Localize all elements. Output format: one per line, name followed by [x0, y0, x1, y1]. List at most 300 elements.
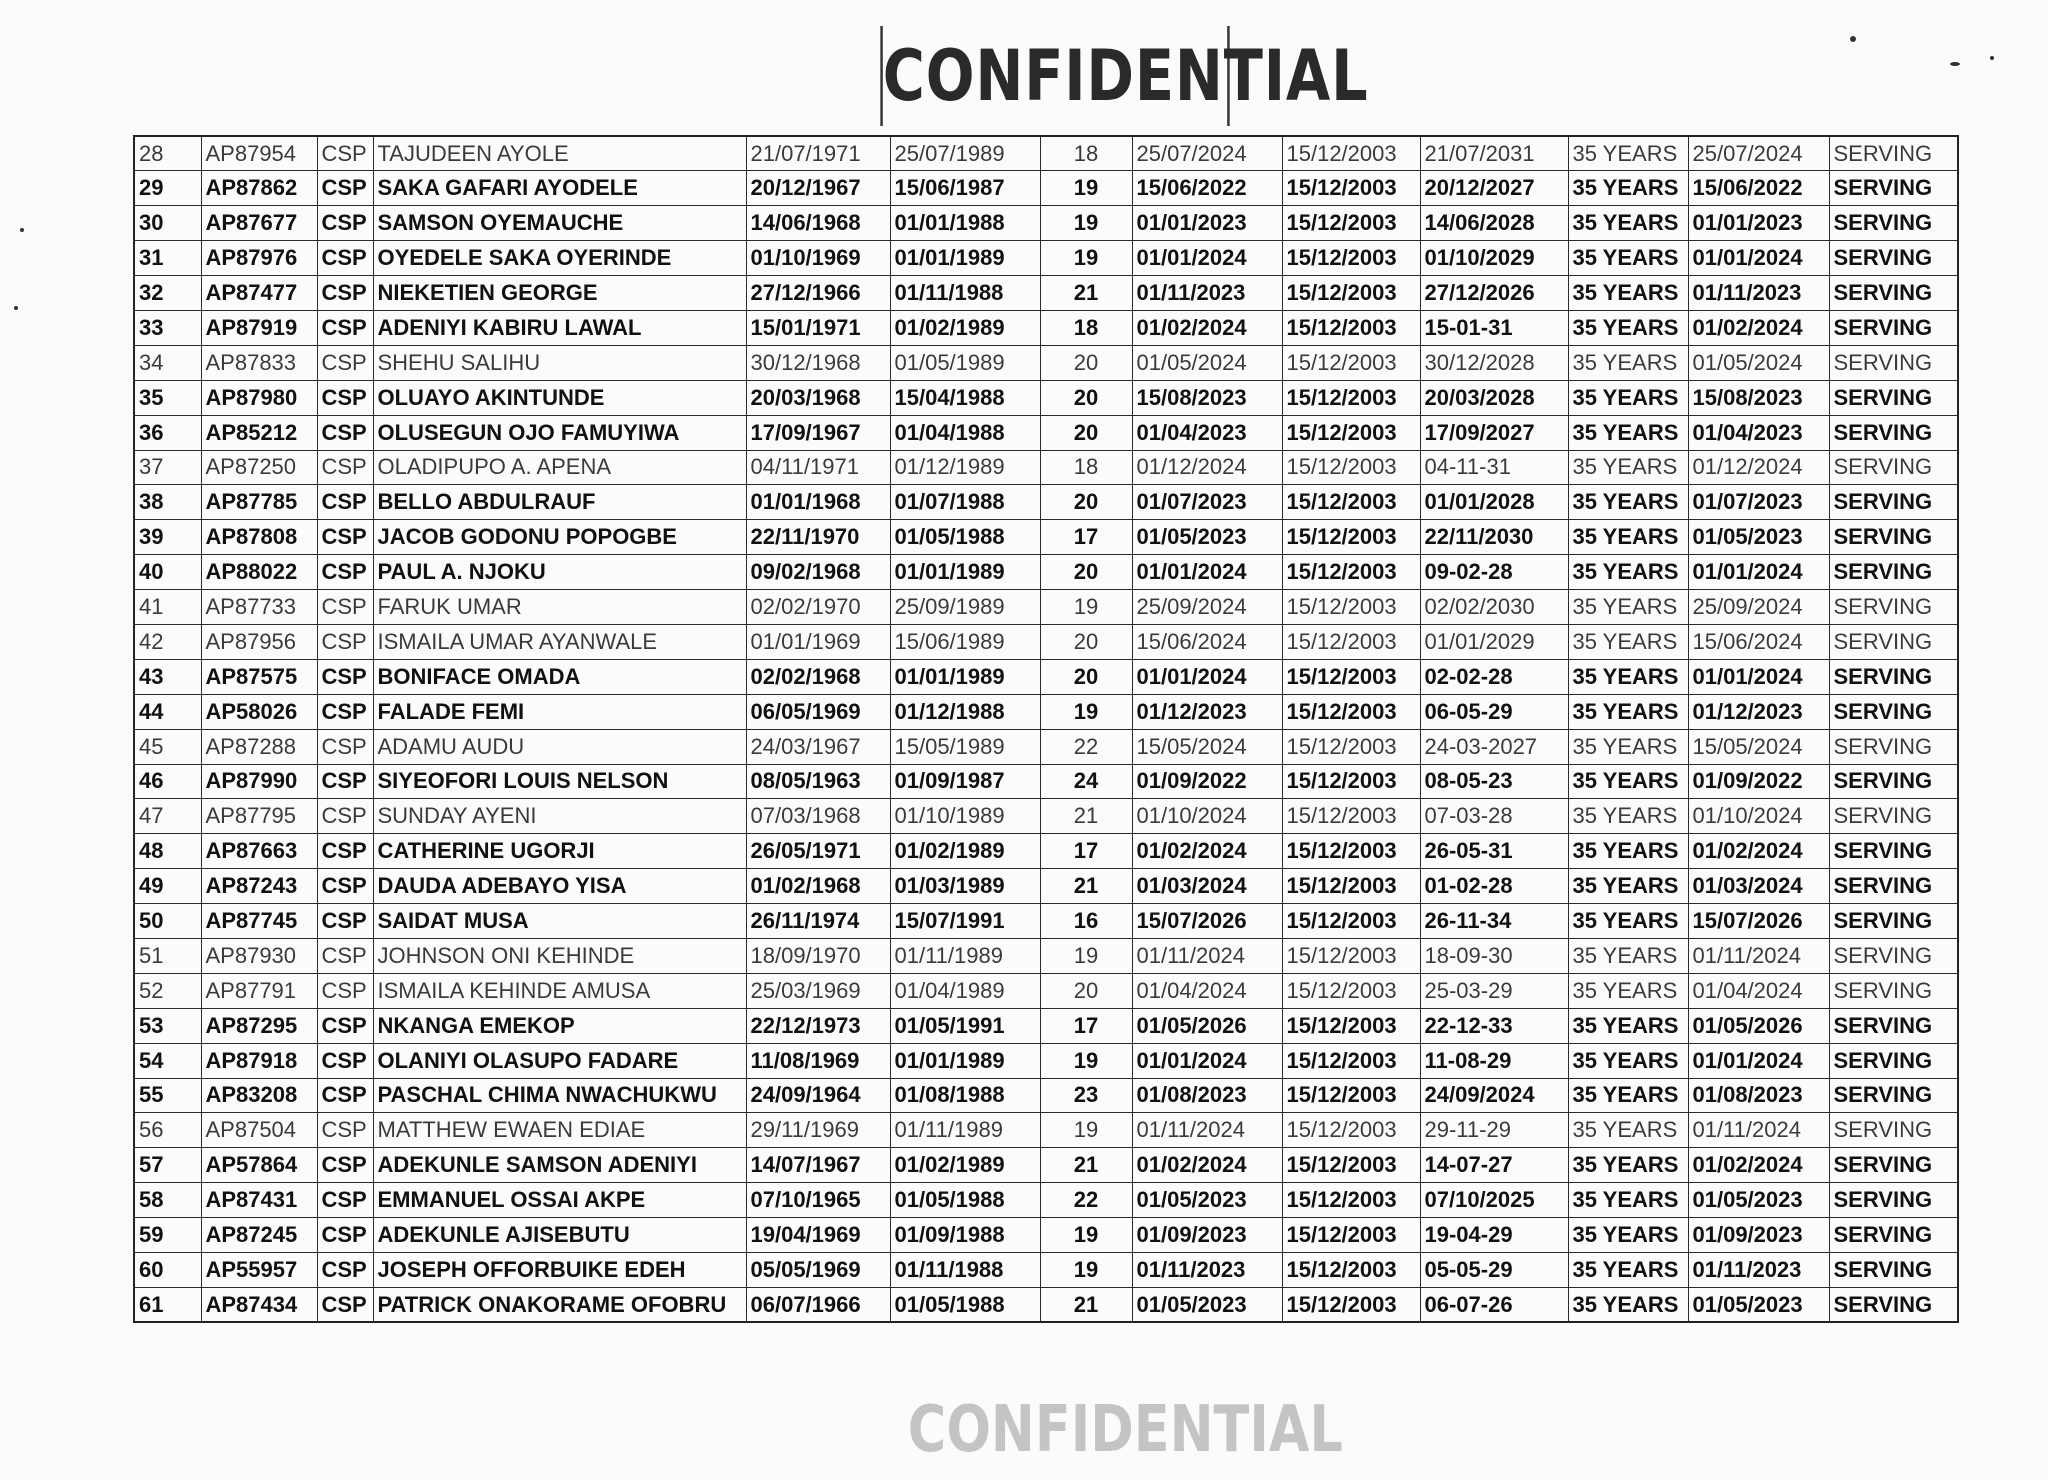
serial-number-cell: 48	[134, 834, 201, 869]
rank-cell: CSP	[317, 415, 373, 450]
age-at-entry-cell: 19	[1040, 241, 1132, 276]
date-cell-3: 24/09/2024	[1420, 1078, 1568, 1113]
ap-number-cell: AP87808	[201, 520, 317, 555]
table-body	[134, 136, 1958, 1322]
service-years-cell: 35 YEARS	[1568, 1287, 1688, 1322]
age-at-entry-cell: 20	[1040, 555, 1132, 590]
date-cell-1: 15/08/2023	[1132, 380, 1282, 415]
serial-number-cell: 37	[134, 450, 201, 485]
date-cell-1: 01/02/2024	[1132, 1148, 1282, 1183]
serial-number-cell: 52	[134, 973, 201, 1008]
date-of-birth-cell: 14/06/1968	[746, 206, 890, 241]
rank-cell: CSP	[317, 764, 373, 799]
date-cell-4: 01/01/2024	[1688, 241, 1829, 276]
age-at-entry-cell: 19	[1040, 1113, 1132, 1148]
name-cell: SIYEOFORI LOUIS NELSON	[373, 764, 746, 799]
service-years-cell: 35 YEARS	[1568, 345, 1688, 380]
rank-cell: CSP	[317, 834, 373, 869]
rank-cell: CSP	[317, 171, 373, 206]
rank-cell: CSP	[317, 450, 373, 485]
date-of-birth-cell: 01/01/1968	[746, 485, 890, 520]
date-of-birth-cell: 09/02/1968	[746, 555, 890, 590]
serial-number-cell: 43	[134, 659, 201, 694]
date-of-birth-cell: 20/12/1967	[746, 171, 890, 206]
name-cell: FALADE FEMI	[373, 694, 746, 729]
date-cell-2: 15/12/2003	[1282, 520, 1420, 555]
ap-number-cell: AP85212	[201, 415, 317, 450]
status-cell: SERVING	[1829, 938, 1958, 973]
date-cell-2: 15/12/2003	[1282, 555, 1420, 590]
date-cell-2: 15/12/2003	[1282, 659, 1420, 694]
date-cell-1: 15/05/2024	[1132, 729, 1282, 764]
table-row	[134, 1253, 1958, 1288]
date-cell-4: 15/05/2024	[1688, 729, 1829, 764]
serial-number-cell: 30	[134, 206, 201, 241]
confidential-stamp-top: CONFIDENTIAL	[880, 26, 1229, 126]
table-row	[134, 799, 1958, 834]
date-of-appointment-cell: 01/02/1989	[890, 310, 1040, 345]
date-cell-2: 15/12/2003	[1282, 1253, 1420, 1288]
serial-number-cell: 36	[134, 415, 201, 450]
scan-speck	[1950, 62, 1960, 66]
name-cell: ADEKUNLE SAMSON ADENIYI	[373, 1148, 746, 1183]
status-cell: SERVING	[1829, 694, 1958, 729]
date-of-appointment-cell: 01/03/1989	[890, 869, 1040, 904]
date-cell-1: 01/07/2023	[1132, 485, 1282, 520]
rank-cell: CSP	[317, 136, 373, 171]
date-cell-2: 15/12/2003	[1282, 415, 1420, 450]
date-cell-1: 01/11/2023	[1132, 1253, 1282, 1288]
date-of-appointment-cell: 01/09/1987	[890, 764, 1040, 799]
rank-cell: CSP	[317, 206, 373, 241]
date-cell-1: 15/06/2024	[1132, 624, 1282, 659]
status-cell: SERVING	[1829, 1183, 1958, 1218]
status-cell: SERVING	[1829, 764, 1958, 799]
serial-number-cell: 61	[134, 1287, 201, 1322]
service-years-cell: 35 YEARS	[1568, 659, 1688, 694]
date-cell-2: 15/12/2003	[1282, 799, 1420, 834]
name-cell: BELLO ABDULRAUF	[373, 485, 746, 520]
date-cell-4: 01/08/2023	[1688, 1078, 1829, 1113]
table-row	[134, 136, 1958, 171]
name-cell: CATHERINE UGORJI	[373, 834, 746, 869]
date-cell-2: 15/12/2003	[1282, 764, 1420, 799]
name-cell: OLUAYO AKINTUNDE	[373, 380, 746, 415]
date-cell-4: 01/02/2024	[1688, 1148, 1829, 1183]
date-cell-4: 01/09/2022	[1688, 764, 1829, 799]
date-of-birth-cell: 01/01/1969	[746, 624, 890, 659]
date-cell-2: 15/12/2003	[1282, 590, 1420, 625]
name-cell: JOHNSON ONI KEHINDE	[373, 938, 746, 973]
date-of-birth-cell: 22/11/1970	[746, 520, 890, 555]
name-cell: JOSEPH OFFORBUIKE EDEH	[373, 1253, 746, 1288]
date-of-appointment-cell: 15/06/1987	[890, 171, 1040, 206]
date-of-birth-cell: 25/03/1969	[746, 973, 890, 1008]
date-cell-4: 01/02/2024	[1688, 310, 1829, 345]
status-cell: SERVING	[1829, 1008, 1958, 1043]
date-cell-3: 01/01/2028	[1420, 485, 1568, 520]
serial-number-cell: 40	[134, 555, 201, 590]
date-cell-2: 15/12/2003	[1282, 206, 1420, 241]
date-of-appointment-cell: 01/02/1989	[890, 834, 1040, 869]
ap-number-cell: AP55957	[201, 1253, 317, 1288]
date-of-appointment-cell: 25/07/1989	[890, 136, 1040, 171]
name-cell: SAIDAT MUSA	[373, 904, 746, 939]
service-years-cell: 35 YEARS	[1568, 1043, 1688, 1078]
rank-cell: CSP	[317, 1253, 373, 1288]
rank-cell: CSP	[317, 659, 373, 694]
date-cell-1: 01/01/2024	[1132, 555, 1282, 590]
date-cell-4: 25/07/2024	[1688, 136, 1829, 171]
name-cell: PAUL A. NJOKU	[373, 555, 746, 590]
serial-number-cell: 56	[134, 1113, 201, 1148]
date-cell-4: 01/11/2023	[1688, 1253, 1829, 1288]
status-cell: SERVING	[1829, 136, 1958, 171]
date-cell-1: 01/05/2023	[1132, 520, 1282, 555]
ap-number-cell: AP87918	[201, 1043, 317, 1078]
date-cell-4: 01/05/2024	[1688, 345, 1829, 380]
date-cell-4: 15/08/2023	[1688, 380, 1829, 415]
table-row	[134, 276, 1958, 311]
table-row	[134, 1043, 1958, 1078]
table-row	[134, 764, 1958, 799]
date-cell-3: 01-02-28	[1420, 869, 1568, 904]
date-cell-4: 15/07/2026	[1688, 904, 1829, 939]
date-of-birth-cell: 14/07/1967	[746, 1148, 890, 1183]
service-years-cell: 35 YEARS	[1568, 1008, 1688, 1043]
ap-number-cell: AP87434	[201, 1287, 317, 1322]
date-cell-2: 15/12/2003	[1282, 729, 1420, 764]
date-of-birth-cell: 02/02/1968	[746, 659, 890, 694]
date-cell-4: 01/05/2023	[1688, 1183, 1829, 1218]
date-of-birth-cell: 22/12/1973	[746, 1008, 890, 1043]
service-years-cell: 35 YEARS	[1568, 1148, 1688, 1183]
date-cell-4: 15/06/2022	[1688, 171, 1829, 206]
serial-number-cell: 28	[134, 136, 201, 171]
rank-cell: CSP	[317, 1218, 373, 1253]
age-at-entry-cell: 16	[1040, 904, 1132, 939]
date-cell-4: 01/11/2024	[1688, 938, 1829, 973]
date-of-appointment-cell: 01/05/1991	[890, 1008, 1040, 1043]
service-years-cell: 35 YEARS	[1568, 904, 1688, 939]
date-cell-4: 01/04/2024	[1688, 973, 1829, 1008]
date-of-appointment-cell: 01/05/1988	[890, 1183, 1040, 1218]
date-of-birth-cell: 26/11/1974	[746, 904, 890, 939]
status-cell: SERVING	[1829, 276, 1958, 311]
age-at-entry-cell: 17	[1040, 834, 1132, 869]
service-years-cell: 35 YEARS	[1568, 241, 1688, 276]
rank-cell: CSP	[317, 869, 373, 904]
rank-cell: CSP	[317, 590, 373, 625]
table-row	[134, 1078, 1958, 1113]
scan-speck	[14, 306, 18, 310]
status-cell: SERVING	[1829, 1078, 1958, 1113]
service-years-cell: 35 YEARS	[1568, 136, 1688, 171]
date-cell-3: 11-08-29	[1420, 1043, 1568, 1078]
date-cell-2: 15/12/2003	[1282, 694, 1420, 729]
date-of-appointment-cell: 01/12/1988	[890, 694, 1040, 729]
ap-number-cell: AP87677	[201, 206, 317, 241]
service-years-cell: 35 YEARS	[1568, 171, 1688, 206]
date-cell-1: 01/12/2023	[1132, 694, 1282, 729]
date-of-birth-cell: 01/02/1968	[746, 869, 890, 904]
rank-cell: CSP	[317, 904, 373, 939]
table-row	[134, 485, 1958, 520]
service-years-cell: 35 YEARS	[1568, 834, 1688, 869]
scan-speck	[1850, 36, 1856, 42]
ap-number-cell: AP58026	[201, 694, 317, 729]
status-cell: SERVING	[1829, 1113, 1958, 1148]
rank-cell: CSP	[317, 380, 373, 415]
status-cell: SERVING	[1829, 380, 1958, 415]
date-cell-3: 08-05-23	[1420, 764, 1568, 799]
table-row	[134, 206, 1958, 241]
service-years-cell: 35 YEARS	[1568, 1183, 1688, 1218]
ap-number-cell: AP87733	[201, 590, 317, 625]
rank-cell: CSP	[317, 729, 373, 764]
status-cell: SERVING	[1829, 310, 1958, 345]
date-cell-3: 07-03-28	[1420, 799, 1568, 834]
age-at-entry-cell: 21	[1040, 1287, 1132, 1322]
status-cell: SERVING	[1829, 1218, 1958, 1253]
service-years-cell: 35 YEARS	[1568, 1253, 1688, 1288]
serial-number-cell: 32	[134, 276, 201, 311]
date-cell-4: 01/11/2023	[1688, 276, 1829, 311]
serial-number-cell: 46	[134, 764, 201, 799]
name-cell: SHEHU SALIHU	[373, 345, 746, 380]
table-row	[134, 729, 1958, 764]
date-cell-2: 15/12/2003	[1282, 1043, 1420, 1078]
table-row	[134, 415, 1958, 450]
date-cell-2: 15/12/2003	[1282, 310, 1420, 345]
table-row	[134, 694, 1958, 729]
status-cell: SERVING	[1829, 834, 1958, 869]
date-of-birth-cell: 15/01/1971	[746, 310, 890, 345]
date-cell-3: 18-09-30	[1420, 938, 1568, 973]
date-of-birth-cell: 02/02/1970	[746, 590, 890, 625]
name-cell: PATRICK ONAKORAME OFOBRU	[373, 1287, 746, 1322]
date-of-appointment-cell: 01/09/1988	[890, 1218, 1040, 1253]
age-at-entry-cell: 18	[1040, 310, 1132, 345]
name-cell: PASCHAL CHIMA NWACHUKWU	[373, 1078, 746, 1113]
date-cell-4: 15/06/2024	[1688, 624, 1829, 659]
date-cell-3: 19-04-29	[1420, 1218, 1568, 1253]
date-cell-1: 01/12/2024	[1132, 450, 1282, 485]
table-row	[134, 973, 1958, 1008]
date-cell-3: 17/09/2027	[1420, 415, 1568, 450]
service-years-cell: 35 YEARS	[1568, 729, 1688, 764]
status-cell: SERVING	[1829, 1148, 1958, 1183]
date-cell-3: 21/07/2031	[1420, 136, 1568, 171]
rank-cell: CSP	[317, 276, 373, 311]
rank-cell: CSP	[317, 694, 373, 729]
date-of-appointment-cell: 01/12/1989	[890, 450, 1040, 485]
date-cell-3: 14-07-27	[1420, 1148, 1568, 1183]
date-of-birth-cell: 06/05/1969	[746, 694, 890, 729]
serial-number-cell: 58	[134, 1183, 201, 1218]
table-row	[134, 1008, 1958, 1043]
date-cell-1: 01/04/2024	[1132, 973, 1282, 1008]
status-cell: SERVING	[1829, 555, 1958, 590]
date-cell-4: 01/11/2024	[1688, 1113, 1829, 1148]
date-cell-4: 01/09/2023	[1688, 1218, 1829, 1253]
date-cell-2: 15/12/2003	[1282, 904, 1420, 939]
service-years-cell: 35 YEARS	[1568, 380, 1688, 415]
date-cell-2: 15/12/2003	[1282, 869, 1420, 904]
scan-speck	[1990, 56, 1994, 60]
table-row	[134, 869, 1958, 904]
service-years-cell: 35 YEARS	[1568, 1078, 1688, 1113]
ap-number-cell: AP87295	[201, 1008, 317, 1043]
date-cell-2: 15/12/2003	[1282, 345, 1420, 380]
service-years-cell: 35 YEARS	[1568, 450, 1688, 485]
status-cell: SERVING	[1829, 1043, 1958, 1078]
date-cell-3: 27/12/2026	[1420, 276, 1568, 311]
date-of-birth-cell: 21/07/1971	[746, 136, 890, 171]
status-cell: SERVING	[1829, 1287, 1958, 1322]
date-of-birth-cell: 01/10/1969	[746, 241, 890, 276]
age-at-entry-cell: 20	[1040, 659, 1132, 694]
date-cell-4: 01/01/2023	[1688, 206, 1829, 241]
serial-number-cell: 38	[134, 485, 201, 520]
date-of-birth-cell: 05/05/1969	[746, 1253, 890, 1288]
rank-cell: CSP	[317, 1078, 373, 1113]
personnel-table	[133, 135, 1959, 1323]
date-of-birth-cell: 06/07/1966	[746, 1287, 890, 1322]
date-of-appointment-cell: 01/11/1989	[890, 938, 1040, 973]
date-of-appointment-cell: 01/01/1989	[890, 1043, 1040, 1078]
serial-number-cell: 49	[134, 869, 201, 904]
date-cell-2: 15/12/2003	[1282, 1008, 1420, 1043]
service-years-cell: 35 YEARS	[1568, 415, 1688, 450]
ap-number-cell: AP87785	[201, 485, 317, 520]
age-at-entry-cell: 20	[1040, 415, 1132, 450]
date-cell-2: 15/12/2003	[1282, 276, 1420, 311]
date-of-appointment-cell: 01/11/1988	[890, 276, 1040, 311]
date-of-appointment-cell: 01/05/1989	[890, 345, 1040, 380]
date-cell-3: 14/06/2028	[1420, 206, 1568, 241]
name-cell: SUNDAY AYENI	[373, 799, 746, 834]
age-at-entry-cell: 21	[1040, 1148, 1132, 1183]
name-cell: EMMANUEL OSSAI AKPE	[373, 1183, 746, 1218]
date-cell-4: 01/12/2024	[1688, 450, 1829, 485]
date-of-birth-cell: 11/08/1969	[746, 1043, 890, 1078]
date-cell-2: 15/12/2003	[1282, 1287, 1420, 1322]
rank-cell: CSP	[317, 1113, 373, 1148]
table-row	[134, 380, 1958, 415]
ap-number-cell: AP87250	[201, 450, 317, 485]
service-years-cell: 35 YEARS	[1568, 764, 1688, 799]
age-at-entry-cell: 20	[1040, 345, 1132, 380]
ap-number-cell: AP87976	[201, 241, 317, 276]
date-of-birth-cell: 19/04/1969	[746, 1218, 890, 1253]
date-cell-1: 01/04/2023	[1132, 415, 1282, 450]
ap-number-cell: AP87245	[201, 1218, 317, 1253]
table-row	[134, 345, 1958, 380]
date-cell-2: 15/12/2003	[1282, 938, 1420, 973]
status-cell: SERVING	[1829, 171, 1958, 206]
name-cell: OYEDELE SAKA OYERINDE	[373, 241, 746, 276]
ap-number-cell: AP87243	[201, 869, 317, 904]
age-at-entry-cell: 19	[1040, 171, 1132, 206]
status-cell: SERVING	[1829, 869, 1958, 904]
ap-number-cell: AP87288	[201, 729, 317, 764]
serial-number-cell: 47	[134, 799, 201, 834]
rank-cell: CSP	[317, 624, 373, 659]
name-cell: ADENIYI KABIRU LAWAL	[373, 310, 746, 345]
rank-cell: CSP	[317, 1287, 373, 1322]
service-years-cell: 35 YEARS	[1568, 1113, 1688, 1148]
ap-number-cell: AP87930	[201, 938, 317, 973]
date-cell-1: 01/01/2024	[1132, 241, 1282, 276]
date-of-birth-cell: 18/09/1970	[746, 938, 890, 973]
ap-number-cell: AP87833	[201, 345, 317, 380]
date-cell-1: 01/01/2024	[1132, 659, 1282, 694]
rank-cell: CSP	[317, 485, 373, 520]
rank-cell: CSP	[317, 1008, 373, 1043]
age-at-entry-cell: 17	[1040, 1008, 1132, 1043]
age-at-entry-cell: 20	[1040, 380, 1132, 415]
rank-cell: CSP	[317, 1043, 373, 1078]
date-of-appointment-cell: 01/01/1989	[890, 555, 1040, 590]
table-row	[134, 171, 1958, 206]
service-years-cell: 35 YEARS	[1568, 206, 1688, 241]
date-cell-3: 22-12-33	[1420, 1008, 1568, 1043]
date-of-birth-cell: 24/03/1967	[746, 729, 890, 764]
name-cell: NIEKETIEN GEORGE	[373, 276, 746, 311]
age-at-entry-cell: 19	[1040, 1253, 1132, 1288]
name-cell: ISMAILA KEHINDE AMUSA	[373, 973, 746, 1008]
service-years-cell: 35 YEARS	[1568, 520, 1688, 555]
age-at-entry-cell: 19	[1040, 206, 1132, 241]
table-row	[134, 310, 1958, 345]
date-cell-2: 15/12/2003	[1282, 1183, 1420, 1218]
age-at-entry-cell: 22	[1040, 1183, 1132, 1218]
date-cell-2: 15/12/2003	[1282, 1078, 1420, 1113]
service-years-cell: 35 YEARS	[1568, 555, 1688, 590]
status-cell: SERVING	[1829, 729, 1958, 764]
status-cell: SERVING	[1829, 973, 1958, 1008]
date-cell-2: 15/12/2003	[1282, 973, 1420, 1008]
serial-number-cell: 55	[134, 1078, 201, 1113]
table-row	[134, 624, 1958, 659]
date-cell-3: 02/02/2030	[1420, 590, 1568, 625]
date-of-birth-cell: 30/12/1968	[746, 345, 890, 380]
date-cell-3: 29-11-29	[1420, 1113, 1568, 1148]
age-at-entry-cell: 19	[1040, 590, 1132, 625]
serial-number-cell: 39	[134, 520, 201, 555]
name-cell: SAKA GAFARI AYODELE	[373, 171, 746, 206]
date-cell-1: 15/07/2026	[1132, 904, 1282, 939]
ap-number-cell: AP87663	[201, 834, 317, 869]
date-of-appointment-cell: 01/07/1988	[890, 485, 1040, 520]
name-cell: DAUDA ADEBAYO YISA	[373, 869, 746, 904]
serial-number-cell: 33	[134, 310, 201, 345]
serial-number-cell: 35	[134, 380, 201, 415]
date-cell-1: 01/05/2024	[1132, 345, 1282, 380]
age-at-entry-cell: 20	[1040, 624, 1132, 659]
date-of-birth-cell: 24/09/1964	[746, 1078, 890, 1113]
table-row	[134, 904, 1958, 939]
date-cell-3: 05-05-29	[1420, 1253, 1568, 1288]
date-cell-1: 01/11/2024	[1132, 938, 1282, 973]
service-years-cell: 35 YEARS	[1568, 624, 1688, 659]
ap-number-cell: AP87862	[201, 171, 317, 206]
date-cell-4: 01/05/2023	[1688, 520, 1829, 555]
ap-number-cell: AP57864	[201, 1148, 317, 1183]
table-row	[134, 1148, 1958, 1183]
status-cell: SERVING	[1829, 241, 1958, 276]
